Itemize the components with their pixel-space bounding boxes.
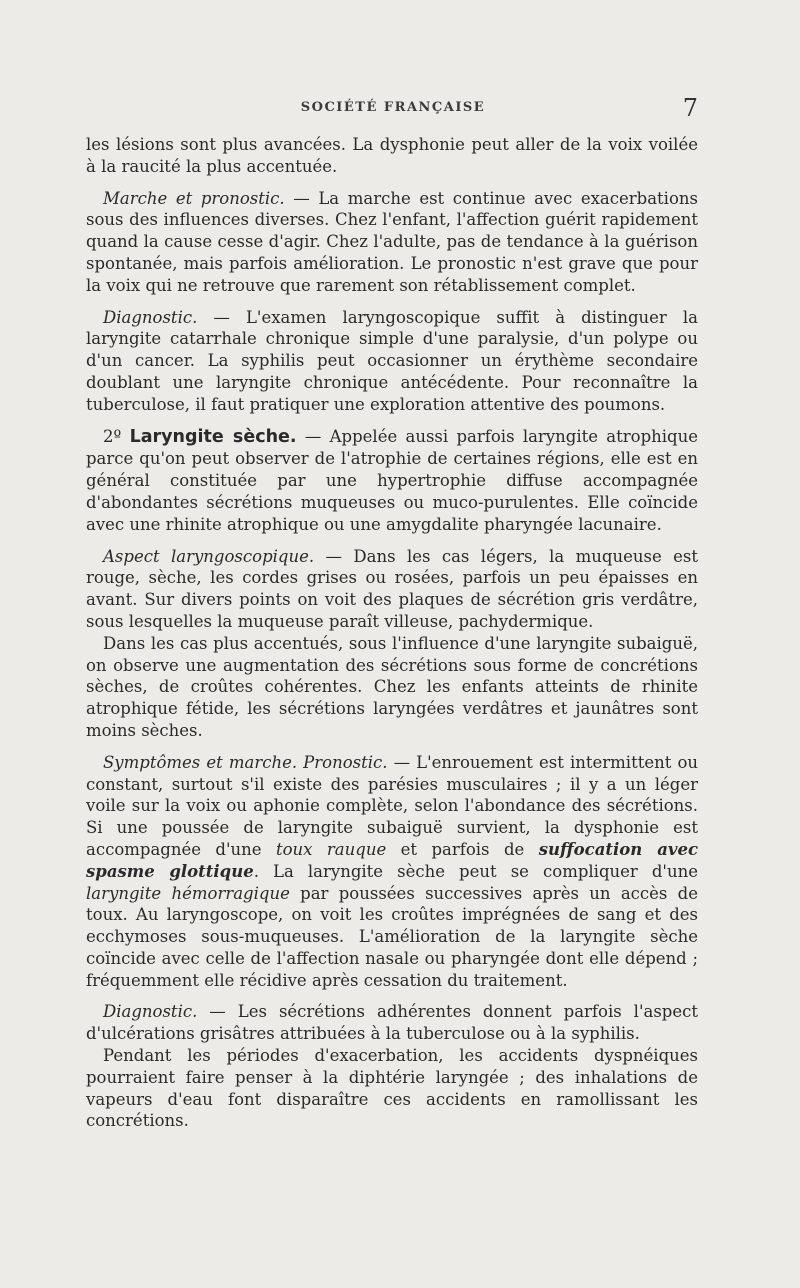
- paragraph-symptomes: [86, 752, 698, 992]
- text-part: — L'enrouement est intermittent ou constant, surtout s'il existe des parésies musculaires ; il y a un léger voile sur la voix ou aphonie complète, selon l'abondance des sécrétions. Si une poussée de laryngite subaiguë survient, la dysphonie est accompagnée d'une: [86, 752, 699, 859]
- paragraph-diagnostic: [86, 307, 698, 416]
- paragraph-text: — L'examen laryngoscopique suffit à distinguer la laryngite catarrhale chronique simple d'une paralysie, d'un polype ou d'un cancer. La syphilis peut occasionner un érythème secondaire doublant une laryngite chronique antécédente. Pour reconnaître la tuberculose, il faut pratiquer une exploration attentive des poumons.: [86, 307, 698, 414]
- paragraph-cas-accentues: Dans les cas plus accentués, sous l'influence d'une laryngite subaiguë, on observe une augmentation des sécrétions sous forme de concrétions sèches, de croûtes cohérentes. Chez les enfants atteints de rhinite atrophique fétide, les sécrétions laryngées verdâtres et jaunâtres sont moins sèches.: [86, 633, 698, 740]
- paragraph-text: — Dans les cas légers, la muqueuse est rouge, sèche, les cordes grises ou rosées, parfois un peu épaisses en avant. Sur divers points on voit des plaques de sécrétion gris verdâtre, sous lesquelles la muqueuse paraît villeuse, pachydermique.: [86, 546, 698, 631]
- section-heading: Marche et pronostic.: [103, 188, 285, 208]
- section-title: Laryngite sèche.: [129, 426, 297, 447]
- paragraph-periodes: Pendant les périodes d'exacerbation, les accidents dyspnéiques pourraient faire penser à la diphtérie laryngée ; des inhalations de vapeurs d'eau font disparaître ces accidents en ramollissant les concrétions.: [86, 1046, 698, 1131]
- section-number: 2º: [103, 426, 122, 446]
- text-part: . La laryngite sèche peut se compliquer d'une: [253, 861, 698, 881]
- paragraph-text: — Appelée aussi parfois laryngite atrophique parce qu'on peut observer de l'atrophie de certaines régions, elle est en général constituée par une hypertrophie diffuse accompagnée d'abondantes sécrétions muqueuses ou muco-purulentes. Elle coïncide avec une rhinite atrophique ou une amygdalite pharyngée lacunaire.: [86, 426, 698, 534]
- italic-term: laryngite hémorragique: [86, 883, 290, 903]
- paragraph-diagnostic-2: [86, 1001, 698, 1045]
- section-heading: Diagnostic.: [103, 1002, 198, 1022]
- paragraph-text: — Les sécrétions adhérentes donnent parfois l'aspect d'ulcérations grisâtres attribuées à la tuberculose ou à la syphilis.: [86, 1002, 698, 1044]
- section-heading: Diagnostic.: [103, 307, 198, 327]
- paragraph-marche-pronostic: [86, 188, 698, 297]
- text-part: par poussées successives après un accès de toux. Au laryngoscope, on voit les croûtes imprégnées de sang et des ecchymoses sous-muqueuses. L'amélioration de la laryngite sèche coïncide avec celle de l'affection nasale ou pharyngée dont elle dépend ; fréquemment elle récidive après cessation du traitement.: [86, 883, 698, 990]
- section-heading: Aspect laryngoscopique.: [103, 546, 315, 566]
- paragraph-text: — La marche est continue avec exacerbations sous des influences diverses. Chez l'enfant, l'affection guérit rapidement quand la cause cesse d'agir. Chez l'adulte, pas de tendance à la guérison spontanée, mais parfois amélioration. Le pronostic n'est grave que pour la voix qui ne retrouve que rarement son rétablissement complet.: [86, 188, 698, 295]
- page-body: [86, 134, 698, 1132]
- section-heading: Symptômes et marche. Pronostic.: [103, 752, 388, 772]
- running-header: [88, 94, 698, 124]
- paragraph-laryngite-seche: [86, 426, 698, 536]
- running-title: SOCIÉTÉ FRANÇAISE: [300, 100, 486, 115]
- page-number: 7: [682, 94, 698, 122]
- paragraph-continuation: les lésions sont plus avancées. La dysphonie peut aller de la voix voilée à la raucité la plus accentuée.: [86, 135, 698, 176]
- paragraph-aspect: [86, 546, 698, 633]
- bold-italic-term: suffocation avec spasme glottique: [86, 839, 699, 881]
- text-part: et parfois de: [386, 839, 539, 859]
- italic-term: toux rauque: [275, 839, 387, 859]
